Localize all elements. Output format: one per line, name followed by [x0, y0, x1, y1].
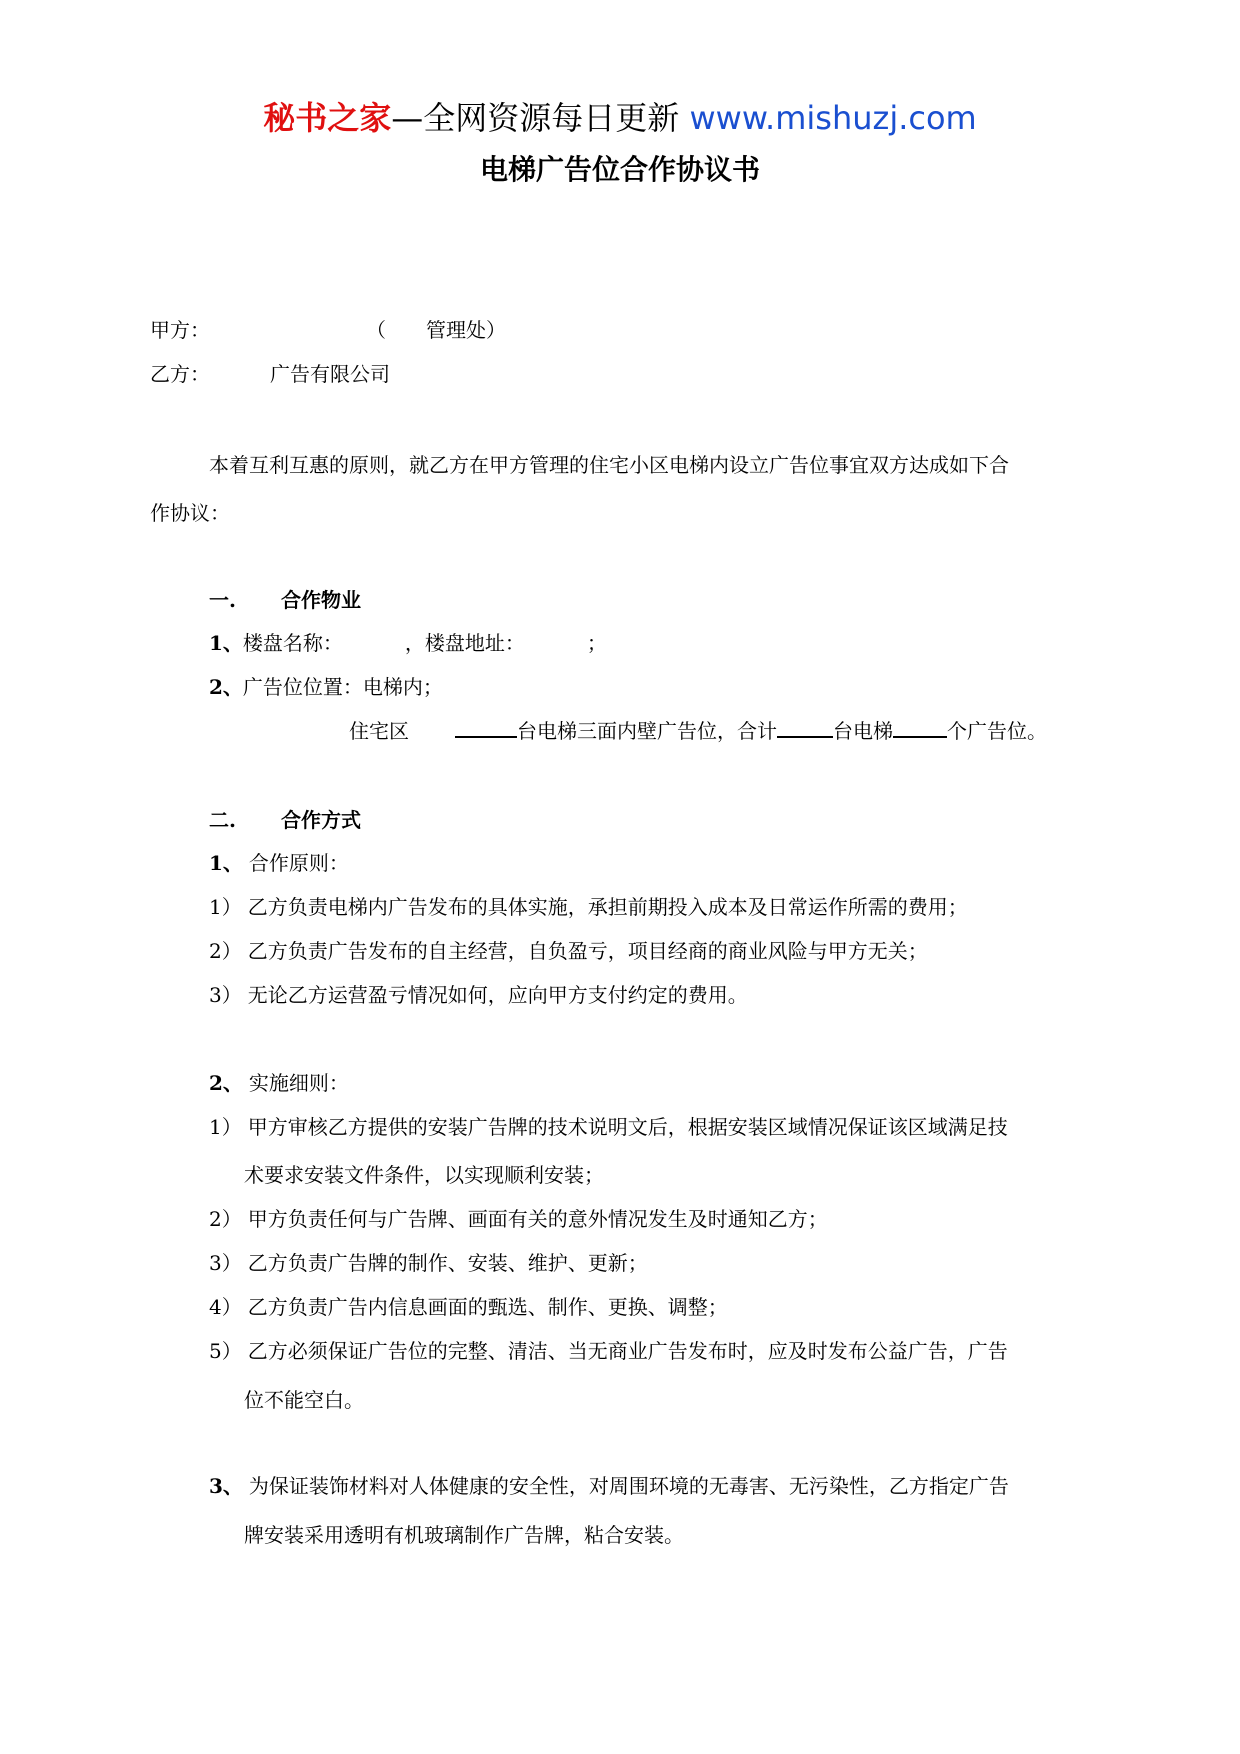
ad-position-text: 广告位位置：电梯内； [242, 675, 443, 699]
party-b-org: 广告有限公司 [270, 362, 390, 386]
site-url-link[interactable]: www.mishuzj.com [689, 99, 977, 137]
residential-area-label: 住宅区 [349, 719, 409, 743]
implementation-rules-heading: 2、 实施细则： [209, 1071, 349, 1095]
ad-quantity-line: 住宅区 台电梯三面内壁广告位，合计 台电梯 个广告位。 [349, 719, 1047, 743]
rule-item-continuation: 术要求安装文件条件，以实现顺利安装； [244, 1163, 604, 1187]
principle-item: 3） 无论乙方运营盈亏情况如何，应向甲方支付约定的费用。 [209, 983, 748, 1007]
document-title: 电梯广告位合作协议书 [479, 153, 760, 186]
party-a-org: 管理处） [426, 318, 506, 342]
section-1-number: 一. [209, 588, 236, 612]
section-2-heading: 合作方式 [281, 808, 361, 832]
section-1-heading: 合作物业 [281, 588, 361, 612]
total-elevators-blank[interactable] [777, 718, 833, 738]
item-number: 1、 [209, 631, 243, 655]
section-1-item-1: 1、楼盘名称： ，楼盘地址： ； [209, 631, 607, 655]
rule-item: 3） 乙方负责广告牌的制作、安装、维护、更新； [209, 1251, 648, 1275]
total-ad-slots-blank[interactable] [893, 718, 947, 738]
rule-item: 1） 甲方审核乙方提供的安装广告牌的技术说明文后，根据安装区域情况保证该区域满足技 [209, 1115, 1008, 1139]
intro-line-2: 作协议： [150, 501, 230, 525]
item-number: 2、 [209, 675, 243, 699]
party-a-paren: （ [366, 318, 386, 342]
intro-line-1: 本着互利互惠的原则，就乙方在甲方管理的住宅小区电梯内设立广告位事宜双方达成如下合 [209, 453, 1009, 477]
banner-slogan: —全网资源每日更新 [391, 99, 690, 137]
rule-item: 4） 乙方负责广告内信息画面的甄选、制作、更换、调整； [209, 1295, 728, 1319]
principle-item: 1） 乙方负责电梯内广告发布的具体实施，承担前期投入成本及日常运作所需的费用； [209, 895, 968, 919]
principle-item: 2） 乙方负责广告发布的自主经营，自负盈亏，项目经商的商业风险与甲方无关； [209, 939, 928, 963]
material-requirement-continuation: 牌安装采用透明有机玻璃制作广告牌，粘合安装。 [244, 1523, 684, 1547]
rule-item-continuation: 位不能空白。 [244, 1388, 364, 1412]
rule-item: 5） 乙方必须保证广告位的完整、清洁、当无商业广告发布时，应及时发布公益广告，广告 [209, 1339, 1008, 1363]
material-requirement-item: 3、 为保证装饰材料对人体健康的安全性，对周围环境的无毒害、无污染性，乙方指定广告 [209, 1474, 1009, 1498]
party-b-label: 乙方： [150, 362, 210, 386]
section-1-item-2 [209, 674, 443, 700]
cooperation-principles-heading: 1、 合作原则： [209, 851, 349, 875]
section-2-number: 二. [209, 808, 236, 832]
elevator-count-blank[interactable] [455, 718, 517, 738]
rule-item: 2） 甲方负责任何与广告牌、画面有关的意外情况发生及时通知乙方； [209, 1207, 828, 1231]
property-name-label: 楼盘名称： [242, 631, 343, 655]
site-banner [0, 98, 1240, 138]
property-address-label: ，楼盘地址： [404, 631, 525, 655]
party-a-label: 甲方： [150, 318, 210, 342]
brand-name: 秘书之家 [263, 99, 392, 137]
